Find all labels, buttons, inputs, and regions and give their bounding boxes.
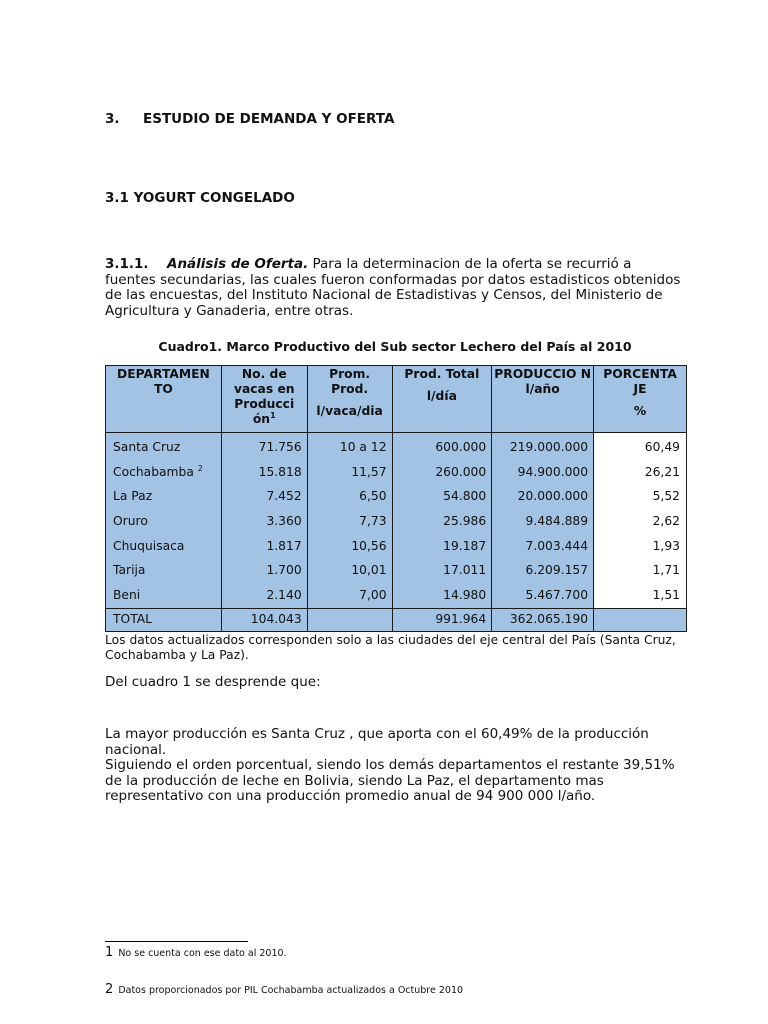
table-total-row: [106, 608, 687, 631]
cell-pct: 2,62: [594, 509, 687, 534]
cell-pct: 5,52: [594, 484, 687, 509]
conclusion-line-2: Siguiendo el orden porcentual, siendo los demás departamentos el restante 39,51% de la producción de leche en Bolivia, siendo La Paz, el departamento mas representativo con una producción promedio anual de 94 900 000 l/año.: [105, 757, 675, 804]
conclusion-paragraph: [105, 727, 685, 805]
header-prod-total-unit: l/día: [426, 389, 457, 403]
table-row: [106, 534, 687, 559]
table-row: [106, 509, 687, 534]
cell-total-cows: 104.043: [221, 608, 307, 631]
header-prom-prod: Prom. Prod. l/vaca/dia: [307, 366, 392, 433]
footnote-mark: 2: [105, 982, 114, 997]
cell-total-total: 991.964: [392, 608, 492, 631]
cell-total: 14.980: [392, 583, 492, 608]
offer-analysis-text: Para la determinacion de la oferta se recurrió a fuentes secundarias, las cuales fueron conformadas por datos estadisticos obtenidos de las encuestas, del Instituto Nacional de Estadistivas y Censos, del Ministerio de Agricultura y Ganaderia, entre otras.: [105, 256, 681, 319]
cell-pct: 1,71: [594, 558, 687, 583]
cell-pct: 1,51: [594, 583, 687, 608]
cell-total-prod: 362.065.190: [492, 608, 594, 631]
cell-avg: 6,50: [307, 484, 392, 509]
footnote-ref-1: 1: [270, 410, 276, 420]
cell-avg: 10,01: [307, 558, 392, 583]
cell-avg: 10 a 12: [307, 433, 392, 460]
cell-avg: 7,00: [307, 583, 392, 608]
section-number: 3.: [105, 111, 120, 127]
header-produccion: PRODUCCIO N l/año: [492, 366, 594, 433]
table-row: [106, 558, 687, 583]
cell-cows: 3.360: [221, 509, 307, 534]
cell-cows: 1.817: [221, 534, 307, 559]
footnote-text: No se cuenta con ese dato al 2010.: [118, 948, 287, 959]
cell-avg: 10,56: [307, 534, 392, 559]
cell-dept: Chuquisaca: [106, 534, 222, 559]
footnote-ref-2: 2: [197, 463, 203, 473]
footnote-mark: 1: [105, 945, 114, 960]
header-porcentaje-unit: %: [633, 404, 647, 418]
offer-analysis-lead: Análisis de Oferta.: [167, 256, 309, 272]
cell-total: 25.986: [392, 509, 492, 534]
cell-total-label: TOTAL: [106, 608, 222, 631]
header-porcentaje: PORCENTA JE %: [594, 366, 687, 433]
footnote-separator: [105, 941, 248, 942]
cell-total: 17.011: [392, 558, 492, 583]
table-row: [106, 484, 687, 509]
cell-dept: Cochabamba $^2$: [106, 460, 222, 485]
cell-cows: 1.700: [221, 558, 307, 583]
table-caption: Cuadro1. Marco Productivo del Sub sector Lechero del País al 2010: [158, 339, 632, 354]
cell-pct: 1,93: [594, 534, 687, 559]
cell-prod: 219.000.000: [492, 433, 594, 460]
header-prod-total: Prod. Total l/día: [392, 366, 492, 433]
section-title: ESTUDIO DE DEMANDA Y OFERTA: [143, 111, 395, 127]
cell-cows: 7.452: [221, 484, 307, 509]
header-departamento: DEPARTAMEN TO: [106, 366, 222, 433]
cell-cows: 71.756: [221, 433, 307, 460]
cell-avg: 11,57: [307, 460, 392, 485]
cell-prod: 9.484.889: [492, 509, 594, 534]
header-prom-prod-unit: l/vaca/dia: [316, 404, 383, 418]
cell-dept: La Paz: [106, 484, 222, 509]
cell-total: 260.000: [392, 460, 492, 485]
cell-prod: 20.000.000: [492, 484, 594, 509]
cell-dept: Santa Cruz: [106, 433, 222, 460]
cell-prod: 94.900.000: [492, 460, 594, 485]
table-row: [106, 433, 687, 460]
cell-total: 600.000: [392, 433, 492, 460]
cell-prod: 6.209.157: [492, 558, 594, 583]
cell-cows: 2.140: [221, 583, 307, 608]
cell-total: 54.800: [392, 484, 492, 509]
cell-dept: Beni: [106, 583, 222, 608]
cell-prod: 5.467.700: [492, 583, 594, 608]
table-note: Los datos actualizados corresponden solo a las ciudades del eje central del País (Santa Cruz, Cochabamba y La Paz).: [105, 633, 676, 662]
table-row: [106, 583, 687, 608]
table-row: [106, 460, 687, 485]
dairy-production-table: [105, 365, 687, 632]
cell-dept: Tarija: [106, 558, 222, 583]
cell-dept: Oruro: [106, 509, 222, 534]
offer-analysis-paragraph: [105, 257, 685, 319]
conclusion-line-1: La mayor producción es Santa Cruz , que aporta con el 60,49% de la producción nacional.: [105, 726, 649, 758]
subsection-heading: 3.1 YOGURT CONGELADO: [105, 190, 295, 206]
footnote-text: Datos proporcionados por PIL Cochabamba actualizados a Octubre 2010: [118, 985, 464, 996]
section-heading-3: [105, 111, 394, 127]
cell-pct: 26,21: [594, 460, 687, 485]
cell-avg: 7,73: [307, 509, 392, 534]
table-header-row: [106, 366, 687, 433]
cell-total-pct: [594, 608, 687, 631]
cell-cows: 15.818: [221, 460, 307, 485]
cell-prod: 7.003.444: [492, 534, 594, 559]
subsection-number: 3.1.1.: [105, 256, 149, 272]
cell-total-avg: [307, 608, 392, 631]
intro-sentence: Del cuadro 1 se desprende que:: [105, 674, 321, 690]
cell-pct: 60,49: [594, 433, 687, 460]
header-vacas: No. de vacas en Producci $ón^1$: [221, 366, 307, 433]
cell-total: 19.187: [392, 534, 492, 559]
footnote-1: [105, 945, 287, 960]
footnote-2: [105, 982, 463, 997]
